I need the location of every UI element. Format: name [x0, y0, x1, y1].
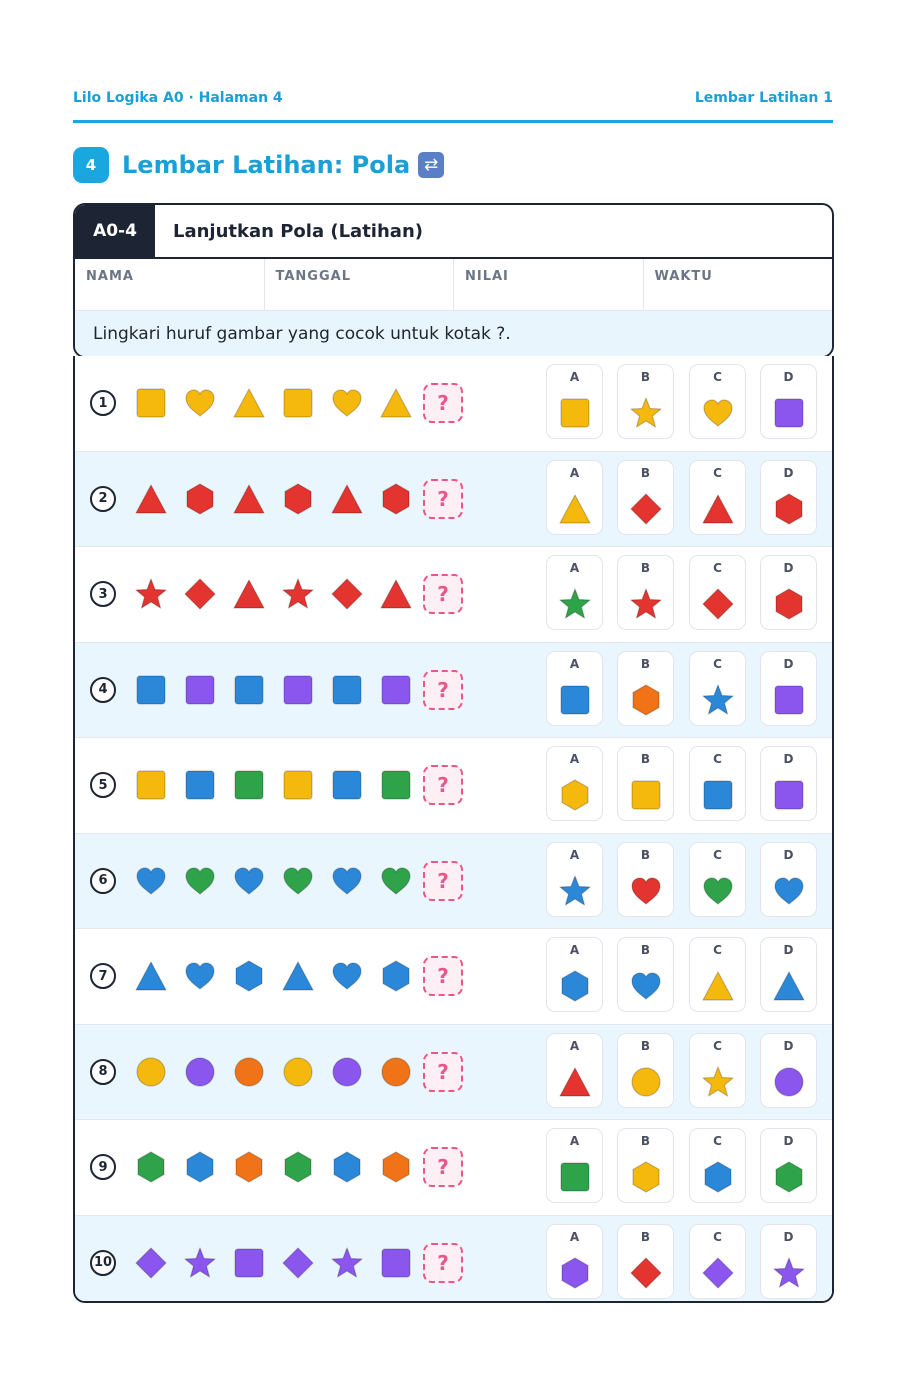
- red-triangle-shape: [379, 577, 413, 611]
- option-a[interactable]: [546, 842, 603, 917]
- green-square-shape: [379, 768, 413, 802]
- problem-row: [75, 1216, 832, 1304]
- purple-square-shape: [772, 778, 806, 812]
- red-triangle-shape: [232, 577, 266, 611]
- red-diamond-shape: [701, 587, 735, 621]
- blue-heart-shape: [330, 959, 364, 993]
- blue-star-shape: [558, 874, 592, 908]
- purple-diamond-shape: [134, 1246, 168, 1280]
- green-heart-shape: [281, 864, 315, 898]
- blue-square-shape: [701, 778, 735, 812]
- yellow-square-shape: [134, 386, 168, 420]
- option-a[interactable]: [546, 937, 603, 1012]
- option-letter: B: [640, 1038, 651, 1053]
- purple-circle-shape: [183, 1055, 217, 1089]
- option-letter: D: [783, 1134, 794, 1148]
- problem-number: 4: [90, 677, 116, 703]
- problem-number: 3: [90, 581, 116, 607]
- option-letter: B: [640, 1134, 651, 1148]
- purple-square-shape: [379, 673, 413, 707]
- student-fields: [75, 259, 832, 310]
- blue-triangle-shape: [134, 959, 168, 993]
- header-left: Lilo Logika A0 · Halaman 4: [73, 90, 283, 106]
- yellow-triangle-shape: [379, 386, 413, 420]
- blue-heart-shape: [183, 959, 217, 993]
- option-d[interactable]: [760, 364, 817, 439]
- purple-circle-shape: [330, 1055, 364, 1089]
- green-heart-shape: [701, 874, 735, 908]
- problem-number: 5: [90, 772, 116, 798]
- problem-number: 10: [90, 1250, 116, 1276]
- instruction-text: Lingkari huruf gambar yang cocok untuk kotak ?.: [75, 310, 832, 357]
- red-star-shape: [281, 577, 315, 611]
- option-b[interactable]: [617, 1128, 674, 1203]
- option-c[interactable]: [689, 460, 746, 535]
- missing-shape-box: ?: [423, 479, 463, 519]
- option-b[interactable]: [617, 651, 674, 726]
- option-d[interactable]: [760, 651, 817, 726]
- yellow-star-shape: [629, 396, 663, 430]
- option-a[interactable]: [546, 746, 603, 821]
- purple-star-shape: [183, 1246, 217, 1280]
- option-letter: D: [783, 847, 794, 862]
- option-a[interactable]: [546, 460, 603, 535]
- option-letter: C: [713, 1134, 722, 1148]
- blue-star-shape: [701, 683, 735, 717]
- option-c[interactable]: [689, 746, 746, 821]
- missing-shape-box: ?: [423, 1147, 463, 1187]
- option-a[interactable]: [546, 651, 603, 726]
- blue-square-shape: [232, 673, 266, 707]
- yellow-heart-shape: [183, 386, 217, 420]
- option-letter: A: [569, 561, 580, 575]
- option-letter: D: [783, 561, 794, 575]
- option-letter: A: [569, 656, 580, 671]
- red-triangle-shape: [232, 482, 266, 516]
- yellow-square-shape: [134, 768, 168, 802]
- red-hexagon-shape: [772, 492, 806, 526]
- missing-shape-box: ?: [423, 861, 463, 901]
- missing-shape-box: ?: [423, 670, 463, 710]
- option-b[interactable]: [617, 746, 674, 821]
- option-b[interactable]: [617, 460, 674, 535]
- blue-heart-shape: [772, 874, 806, 908]
- blue-square-shape: [330, 673, 364, 707]
- problem-row: [75, 1025, 832, 1121]
- blue-hexagon-shape: [330, 1150, 364, 1184]
- yellow-triangle-shape: [558, 492, 592, 526]
- yellow-hexagon-shape: [629, 1160, 663, 1194]
- header-right: Lembar Latihan 1: [694, 90, 833, 106]
- option-letter: A: [569, 370, 580, 384]
- red-diamond-shape: [629, 1256, 663, 1290]
- option-letter: D: [783, 370, 794, 384]
- header-divider: [73, 120, 833, 123]
- option-letter: C: [713, 847, 722, 862]
- option-b[interactable]: [617, 555, 674, 630]
- red-triangle-shape: [330, 482, 364, 516]
- problem-row: [75, 547, 832, 643]
- green-star-shape: [558, 587, 592, 621]
- red-star-shape: [629, 587, 663, 621]
- problem-number: 7: [90, 963, 116, 989]
- problem-number: 2: [90, 486, 116, 512]
- yellow-square-shape: [558, 396, 592, 430]
- yellow-hexagon-shape: [558, 778, 592, 812]
- option-d[interactable]: [760, 1128, 817, 1203]
- blue-square-shape: [558, 683, 592, 717]
- option-b[interactable]: [617, 364, 674, 439]
- option-letter: B: [640, 1229, 651, 1244]
- red-star-shape: [134, 577, 168, 611]
- problem-row: [75, 356, 832, 452]
- yellow-triangle-shape: [701, 969, 735, 1003]
- option-letter: D: [783, 752, 794, 766]
- blue-hexagon-shape: [558, 969, 592, 1003]
- option-c[interactable]: [689, 1224, 746, 1299]
- page-header: [73, 90, 833, 110]
- option-letter: D: [783, 1038, 794, 1053]
- blue-heart-shape: [134, 864, 168, 898]
- problem-row: [75, 1120, 832, 1216]
- option-c[interactable]: [689, 842, 746, 917]
- blue-hexagon-shape: [701, 1160, 735, 1194]
- red-hexagon-shape: [183, 482, 217, 516]
- option-d[interactable]: [760, 555, 817, 630]
- purple-hexagon-shape: [558, 1256, 592, 1290]
- orange-hexagon-shape: [232, 1150, 266, 1184]
- problem-row: [75, 643, 832, 739]
- blue-square-shape: [330, 768, 364, 802]
- blue-heart-shape: [330, 864, 364, 898]
- blue-triangle-shape: [772, 969, 806, 1003]
- option-letter: C: [713, 370, 722, 384]
- option-d[interactable]: [760, 842, 817, 917]
- option-letter: C: [713, 1229, 722, 1244]
- missing-shape-box: ?: [423, 383, 463, 423]
- option-letter: C: [713, 752, 722, 766]
- option-c[interactable]: [689, 364, 746, 439]
- option-d[interactable]: [760, 460, 817, 535]
- section-title-row: [73, 147, 444, 183]
- option-letter: B: [640, 465, 651, 480]
- yellow-square-shape: [281, 768, 315, 802]
- red-triangle-shape: [701, 492, 735, 526]
- option-d[interactable]: [760, 1033, 817, 1108]
- option-letter: C: [713, 656, 722, 671]
- option-letter: A: [569, 752, 580, 766]
- repeat-icon: ⇄: [418, 152, 444, 178]
- problem-row: [75, 738, 832, 834]
- option-letter: D: [783, 656, 794, 671]
- option-letter: C: [713, 561, 722, 575]
- problem-number: 6: [90, 868, 116, 894]
- section-title: Lembar Latihan: Pola: [122, 151, 411, 179]
- option-letter: C: [713, 1038, 722, 1053]
- yellow-circle-shape: [281, 1055, 315, 1089]
- option-letter: B: [640, 370, 651, 384]
- option-letter: A: [569, 1134, 580, 1148]
- blue-heart-shape: [232, 864, 266, 898]
- yellow-heart-shape: [701, 396, 735, 430]
- purple-square-shape: [232, 1246, 266, 1280]
- green-hexagon-shape: [772, 1160, 806, 1194]
- blue-triangle-shape: [281, 959, 315, 993]
- option-c[interactable]: [689, 651, 746, 726]
- purple-square-shape: [281, 673, 315, 707]
- yellow-square-shape: [281, 386, 315, 420]
- red-hexagon-shape: [281, 482, 315, 516]
- red-heart-shape: [629, 874, 663, 908]
- option-letter: A: [569, 943, 580, 957]
- option-b[interactable]: [617, 1033, 674, 1108]
- section-number-badge: 4: [73, 147, 109, 183]
- blue-heart-shape: [629, 969, 663, 1003]
- purple-circle-shape: [772, 1065, 806, 1099]
- problem-list: [73, 356, 834, 1303]
- option-letter: B: [640, 943, 651, 957]
- green-heart-shape: [379, 864, 413, 898]
- option-a[interactable]: [546, 364, 603, 439]
- yellow-heart-shape: [330, 386, 364, 420]
- option-letter: C: [713, 465, 722, 480]
- option-letter: A: [569, 465, 580, 480]
- purple-diamond-shape: [701, 1256, 735, 1290]
- worksheet-header-card: [73, 203, 834, 358]
- option-b[interactable]: [617, 842, 674, 917]
- yellow-triangle-shape: [232, 386, 266, 420]
- purple-square-shape: [772, 396, 806, 430]
- option-d[interactable]: [760, 746, 817, 821]
- option-a[interactable]: [546, 1128, 603, 1203]
- red-diamond-shape: [330, 577, 364, 611]
- field-nama[interactable]: NAMA: [75, 259, 265, 310]
- option-a[interactable]: [546, 555, 603, 630]
- orange-hexagon-shape: [629, 683, 663, 717]
- option-letter: A: [569, 1229, 580, 1244]
- worksheet-code: A0-4: [75, 205, 155, 257]
- red-triangle-shape: [134, 482, 168, 516]
- problem-row: [75, 929, 832, 1025]
- green-square-shape: [558, 1160, 592, 1194]
- option-c[interactable]: [689, 1033, 746, 1108]
- green-square-shape: [232, 768, 266, 802]
- option-c[interactable]: [689, 937, 746, 1012]
- problem-row: [75, 452, 832, 548]
- red-triangle-shape: [558, 1065, 592, 1099]
- option-d[interactable]: [760, 937, 817, 1012]
- option-letter: A: [569, 1038, 580, 1053]
- problem-number: 8: [90, 1059, 116, 1085]
- blue-hexagon-shape: [379, 959, 413, 993]
- red-hexagon-shape: [772, 587, 806, 621]
- yellow-circle-shape: [629, 1065, 663, 1099]
- purple-diamond-shape: [281, 1246, 315, 1280]
- purple-square-shape: [183, 673, 217, 707]
- red-diamond-shape: [629, 492, 663, 526]
- yellow-square-shape: [629, 778, 663, 812]
- option-a[interactable]: [546, 1224, 603, 1299]
- option-letter: A: [569, 847, 580, 862]
- blue-hexagon-shape: [183, 1150, 217, 1184]
- option-letter: B: [640, 752, 651, 766]
- blue-square-shape: [134, 673, 168, 707]
- orange-circle-shape: [379, 1055, 413, 1089]
- blue-hexagon-shape: [232, 959, 266, 993]
- red-hexagon-shape: [379, 482, 413, 516]
- red-diamond-shape: [183, 577, 217, 611]
- option-d[interactable]: [760, 1224, 817, 1299]
- purple-square-shape: [772, 683, 806, 717]
- option-letter: D: [783, 943, 794, 957]
- missing-shape-box: ?: [423, 956, 463, 996]
- purple-star-shape: [772, 1256, 806, 1290]
- missing-shape-box: ?: [423, 765, 463, 805]
- option-b[interactable]: [617, 937, 674, 1012]
- blue-square-shape: [183, 768, 217, 802]
- option-letter: B: [640, 847, 651, 862]
- purple-square-shape: [379, 1246, 413, 1280]
- problem-number: 9: [90, 1154, 116, 1180]
- field-waktu[interactable]: WAKTU: [654, 269, 713, 284]
- orange-circle-shape: [232, 1055, 266, 1089]
- problem-row: [75, 834, 832, 930]
- option-letter: D: [783, 1229, 794, 1244]
- missing-shape-box: ?: [423, 1243, 463, 1283]
- yellow-star-shape: [701, 1065, 735, 1099]
- problem-number: 1: [90, 390, 116, 416]
- option-letter: B: [640, 561, 651, 575]
- option-letter: C: [713, 943, 722, 957]
- green-hexagon-shape: [281, 1150, 315, 1184]
- option-c[interactable]: [689, 1128, 746, 1203]
- yellow-circle-shape: [134, 1055, 168, 1089]
- green-heart-shape: [183, 864, 217, 898]
- green-hexagon-shape: [134, 1150, 168, 1184]
- option-letter: D: [783, 465, 794, 480]
- orange-hexagon-shape: [379, 1150, 413, 1184]
- missing-shape-box: ?: [423, 1052, 463, 1092]
- purple-star-shape: [330, 1246, 364, 1280]
- option-letter: B: [640, 656, 651, 671]
- worksheet-title: Lanjutkan Pola (Latihan): [173, 220, 423, 242]
- option-c[interactable]: [689, 555, 746, 630]
- missing-shape-box: ?: [423, 574, 463, 614]
- option-b[interactable]: [617, 1224, 674, 1299]
- option-a[interactable]: [546, 1033, 603, 1108]
- field-tanggal[interactable]: TANGGAL: [265, 259, 455, 310]
- field-nilai[interactable]: NILAI: [454, 259, 644, 310]
